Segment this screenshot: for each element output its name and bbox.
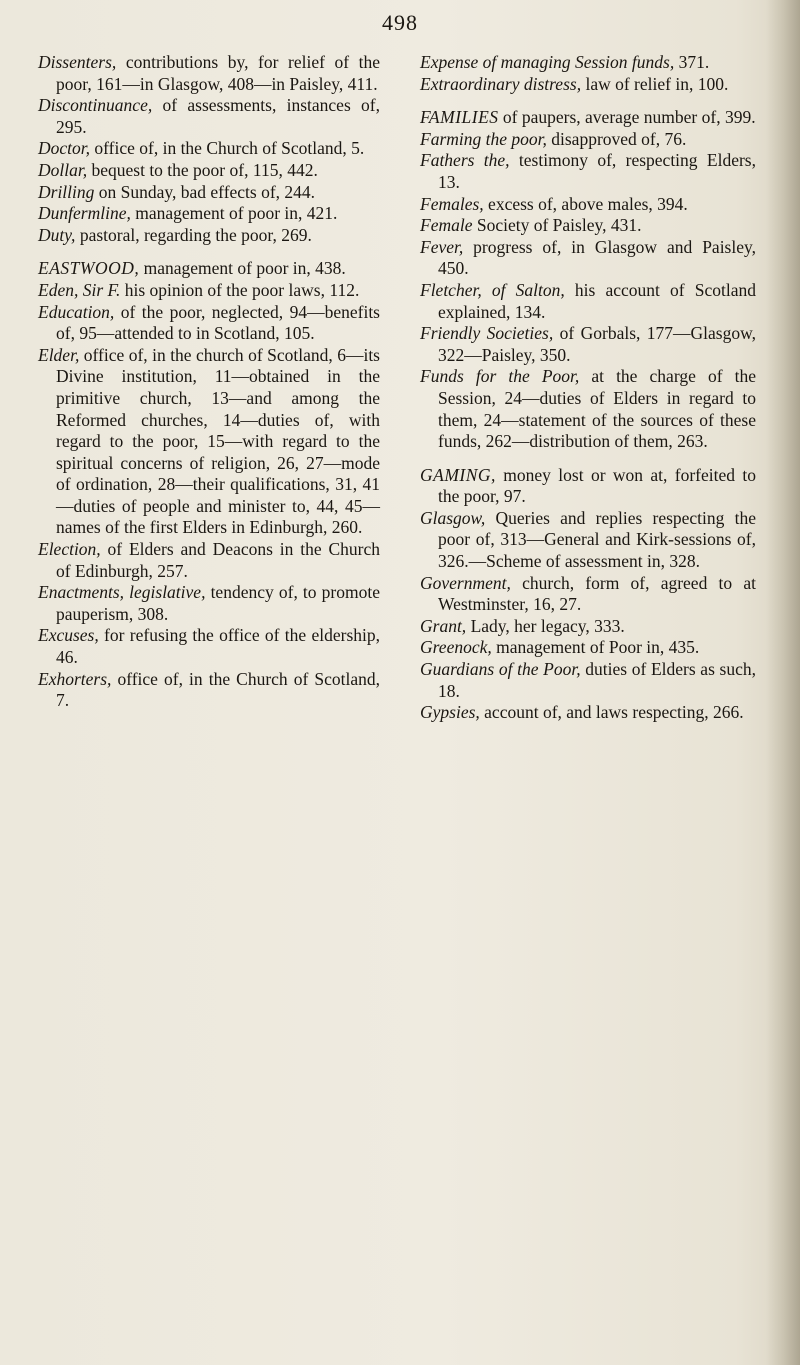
index-references: office of, in the church of Scotland, 6—its Divine institution, 11—obtained in the primitive church, 13—and among the Reformed churches, 14—duties of, with regard to the poor, 15—with regard to the spiritual concerns of religion, 26, 27—mode of ordination, 28—their qualifications, 31, 41—duties of people and minister to, 44, 45—names of the first Elders in Edinburgh, 260. [56, 344, 380, 538]
index-column-right [420, 52, 756, 724]
index-references: excess of, above males, 394. [483, 193, 688, 214]
index-references: of the poor, neglected, 94—benefits of, 95—attended to in Scotland, 105. [56, 301, 380, 344]
index-references: account of, and laws respecting, 266. [479, 702, 744, 723]
index-entry [420, 129, 756, 151]
index-term: GAMING, [420, 464, 496, 485]
index-term: Drilling [38, 181, 95, 202]
index-references: contributions by, for relief of the poor, 161—in Glasgow, 408—in Paisley, 411. [56, 52, 380, 94]
index-term: Female [420, 215, 473, 236]
index-term: Exhorters, [38, 668, 112, 689]
index-entry [420, 215, 756, 237]
index-term: Females, [420, 193, 484, 214]
index-term: Dunfermline, [38, 203, 131, 224]
index-term: Dissenters, [38, 52, 117, 72]
index-entry [38, 52, 380, 95]
index-entry [420, 573, 756, 616]
index-term: Extraordinary distress, [420, 73, 582, 94]
index-entry [38, 669, 380, 712]
index-entry [420, 508, 756, 573]
index-term: Government, [420, 572, 511, 593]
index-entry [38, 95, 380, 138]
index-term: Glasgow, [420, 507, 486, 528]
index-references: pastoral, regarding the poor, 269. [75, 224, 312, 245]
index-entry [420, 74, 756, 96]
index-entry [38, 345, 380, 539]
index-term: Discontinuance, [38, 95, 153, 116]
index-term: FAMILIES [420, 107, 499, 128]
index-references: his opinion of the poor laws, 112. [120, 279, 360, 300]
index-references: progress of, in Glasgow and Paisley, 450. [438, 236, 756, 279]
index-references: management of poor in, 421. [130, 203, 338, 224]
index-term: Dollar, [38, 159, 88, 180]
index-entry [420, 659, 756, 702]
page-edge-shadow [766, 0, 800, 1365]
index-references: for refusing the office of the eldership, 46. [56, 625, 380, 668]
index-entry [38, 225, 380, 247]
index-term: Eden, Sir F. [38, 279, 121, 300]
index-entry [420, 702, 756, 724]
index-references: money lost or won at, forfeited to the poor, 97. [438, 464, 756, 507]
index-references: law of relief in, 100. [581, 73, 729, 94]
index-references: management of poor in, 438. [139, 258, 346, 279]
index-entry [420, 637, 756, 659]
index-references: disapproved of, 76. [546, 128, 687, 149]
index-term: Funds for the Poor, [420, 366, 580, 387]
index-entry [420, 280, 756, 323]
index-entry [38, 203, 380, 225]
index-term: Fathers the, [420, 150, 510, 171]
index-entry [38, 258, 380, 280]
index-references: Society of Paisley, 431. [472, 215, 642, 236]
index-term: Fletcher, of Salton, [420, 279, 565, 300]
index-term: Farming the poor, [420, 128, 547, 149]
index-references: of assessments, instances of, 295. [56, 95, 380, 137]
index-entry [38, 539, 380, 582]
index-term: Guardians of the Poor, [420, 659, 581, 680]
index-entry [420, 150, 756, 193]
index-term: EASTWOOD, [38, 258, 140, 279]
index-references: duties of Elders as such, 18. [438, 659, 756, 701]
index-references: of Gorbals, 177—Glasgow, 322—Paisley, 350. [438, 323, 756, 365]
index-term: Election, [38, 539, 101, 560]
index-entry [38, 280, 380, 302]
index-entry [420, 107, 756, 129]
index-entry [420, 616, 756, 638]
index-entry [420, 237, 756, 280]
index-entry [420, 194, 756, 216]
index-entry [420, 52, 756, 74]
index-entry [38, 582, 380, 625]
index-references: Lady, her legacy, 333. [466, 615, 625, 636]
index-term: Grant, [420, 615, 467, 636]
index-references: office of, in the Church of Scotland, 5. [90, 138, 365, 159]
index-entry [38, 160, 380, 182]
index-term: Elder, [38, 344, 80, 365]
index-column-left [38, 52, 380, 712]
index-term: Education, [38, 301, 115, 322]
index-references: of Elders and Deacons in the Church of Edinburgh, 257. [56, 539, 380, 581]
index-references: church, form of, agreed to at Westminster, 16, 27. [438, 572, 756, 615]
index-references: of paupers, average number of, 399. [498, 107, 756, 128]
index-term: Excuses, [38, 625, 99, 646]
index-term: Expense of managing Session funds, [420, 52, 675, 72]
index-references: Queries and replies respecting the poor of, 313—General and Kirk-sessions of, 326.—Scheme of assessment in, 328. [438, 507, 756, 572]
index-entry [420, 366, 756, 452]
index-references: bequest to the poor of, 115, 442. [87, 159, 318, 180]
index-entry [420, 465, 756, 508]
index-references: at the charge of the Session, 24—duties of Elders in regard to them, 24—statement of the sources of these funds, 262—distribution of them, 263. [438, 366, 756, 452]
index-term: Duty, [38, 224, 76, 245]
index-term: Friendly Societies, [420, 323, 554, 344]
index-references: management of Poor in, 435. [491, 637, 700, 658]
index-term: Greenock, [420, 637, 492, 658]
index-references: 371. [674, 52, 710, 72]
index-entry [38, 138, 380, 160]
index-term: Fever, [420, 236, 464, 257]
index-references: his account of Scotland explained, 134. [438, 279, 756, 322]
index-references: tendency of, to promote pauperism, 308. [56, 582, 380, 624]
index-entry [38, 182, 380, 204]
index-term: Doctor, [38, 138, 91, 159]
index-entry [38, 625, 380, 668]
index-term: Enactments, legislative, [38, 582, 206, 603]
index-references: office of, in the Church of Scotland, 7. [56, 668, 380, 711]
page-number: 498 [382, 10, 418, 35]
index-term: Gypsies, [420, 702, 480, 723]
index-entry [38, 302, 380, 345]
index-entry [420, 323, 756, 366]
index-references: testimony of, respecting Elders, 13. [438, 150, 756, 192]
index-references: on Sunday, bad effects of, 244. [94, 181, 316, 202]
